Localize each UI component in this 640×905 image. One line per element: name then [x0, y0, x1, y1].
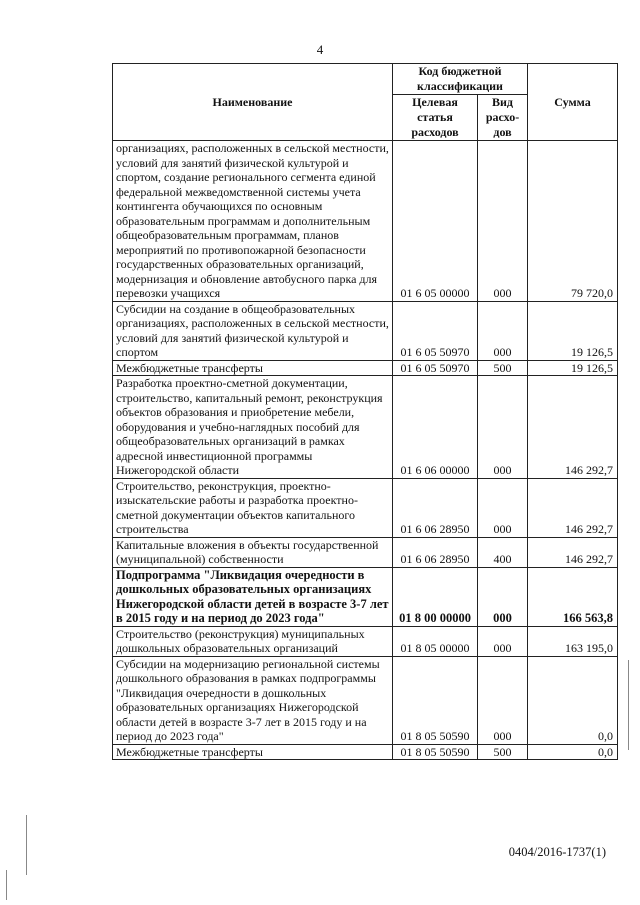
cell-name: Разработка проектно-сметной документации, строительство, капитальный ремонт, реконструкция объектов образования и приобретение мебели, оборудования и учебно-наглядных пособий для общеобразовательных организаций в рамках адресной инвестиционной программы Нижегородской области	[113, 376, 393, 479]
cell-sum: 19 126,5	[528, 360, 618, 376]
header-sum: Сумма	[528, 64, 618, 141]
header-target-article: Целевая статья расходов	[393, 95, 478, 141]
table-row	[113, 376, 618, 479]
table-row	[113, 478, 618, 537]
cell-target-article: 01 8 05 50590	[393, 744, 478, 760]
cell-name: Межбюджетные трансферты	[113, 360, 393, 376]
cell-name: Строительство, реконструкция, проектно-изыскательские работы и разработка проектно-сметной документации объектов капитального строительства	[113, 478, 393, 537]
cell-target-article: 01 6 06 28950	[393, 537, 478, 567]
cell-expense-type: 500	[478, 744, 528, 760]
budget-table	[112, 63, 618, 760]
table-row	[113, 626, 618, 656]
table-row	[113, 301, 618, 360]
cell-sum: 19 126,5	[528, 301, 618, 360]
margin-mark	[6, 870, 7, 900]
margin-mark	[26, 815, 27, 875]
cell-expense-type: 000	[478, 141, 528, 302]
table-row	[113, 744, 618, 760]
cell-target-article: 01 8 00 00000	[393, 567, 478, 626]
cell-expense-type: 400	[478, 537, 528, 567]
cell-name: Подпрограмма "Ликвидация очередности в дошкольных образовательных организациях Нижегородской области детей в возрасте 3-7 лет в 2015 году и на период до 2023 года"	[113, 567, 393, 626]
cell-expense-type: 500	[478, 360, 528, 376]
cell-sum: 146 292,7	[528, 478, 618, 537]
document-number: 0404/2016-1737(1)	[508, 845, 606, 859]
table-row	[113, 360, 618, 376]
table-header	[113, 64, 618, 141]
header-budget-code: Код бюджетной классификации	[393, 64, 528, 95]
cell-target-article: 01 6 06 00000	[393, 376, 478, 479]
table-body	[113, 141, 618, 760]
cell-name: Строительство (реконструкция) муниципальных дошкольных образовательных организаций	[113, 626, 393, 656]
cell-sum: 79 720,0	[528, 141, 618, 302]
table-row	[113, 656, 618, 744]
cell-name: Межбюджетные трансферты	[113, 744, 393, 760]
cell-target-article: 01 6 05 00000	[393, 141, 478, 302]
cell-expense-type: 000	[478, 376, 528, 479]
cell-sum: 0,0	[528, 656, 618, 744]
cell-sum: 166 563,8	[528, 567, 618, 626]
cell-target-article: 01 6 05 50970	[393, 301, 478, 360]
cell-expense-type: 000	[478, 626, 528, 656]
table-row	[113, 567, 618, 626]
cell-expense-type: 000	[478, 301, 528, 360]
cell-expense-type: 000	[478, 478, 528, 537]
page-number: 4	[316, 42, 324, 57]
table-row	[113, 537, 618, 567]
cell-sum: 163 195,0	[528, 626, 618, 656]
cell-expense-type: 000	[478, 656, 528, 744]
cell-sum: 0,0	[528, 744, 618, 760]
cell-target-article: 01 8 05 50590	[393, 656, 478, 744]
cell-name: организациях, расположенных в сельской местности, условий для занятий физической культурой и спортом, создание регионального сегмента единой федеральной межведомственной системы учета контингента обучающихся по основным образовательным программам и дополнительным общеобразовательным программам, планов мероприятий по противопожарной безопасности государственных образовательных организаций, модернизация и обновление автобусного парка для перевозки учащихся	[113, 141, 393, 302]
cell-sum: 146 292,7	[528, 376, 618, 479]
header-expense-type: Вид расхо-дов	[478, 95, 528, 141]
cell-target-article: 01 6 05 50970	[393, 360, 478, 376]
cell-sum: 146 292,7	[528, 537, 618, 567]
cell-target-article: 01 6 06 28950	[393, 478, 478, 537]
cell-expense-type: 000	[478, 567, 528, 626]
header-name: Наименование	[113, 64, 393, 141]
margin-mark	[628, 660, 629, 750]
cell-name: Капитальные вложения в объекты государственной (муниципальной) собственности	[113, 537, 393, 567]
table-row	[113, 141, 618, 302]
cell-name: Субсидии на создание в общеобразовательных организациях, расположенных в сельской местности, условий для занятий физической культурой и спортом	[113, 301, 393, 360]
cell-target-article: 01 8 05 00000	[393, 626, 478, 656]
cell-name: Субсидии на модернизацию региональной системы дошкольного образования в рамках подпрограммы "Ликвидация очередности в дошкольных образовательных организациях Нижегородской области детей в возрасте 3-7 лет в 2015 году и на период до 2023 года"	[113, 656, 393, 744]
